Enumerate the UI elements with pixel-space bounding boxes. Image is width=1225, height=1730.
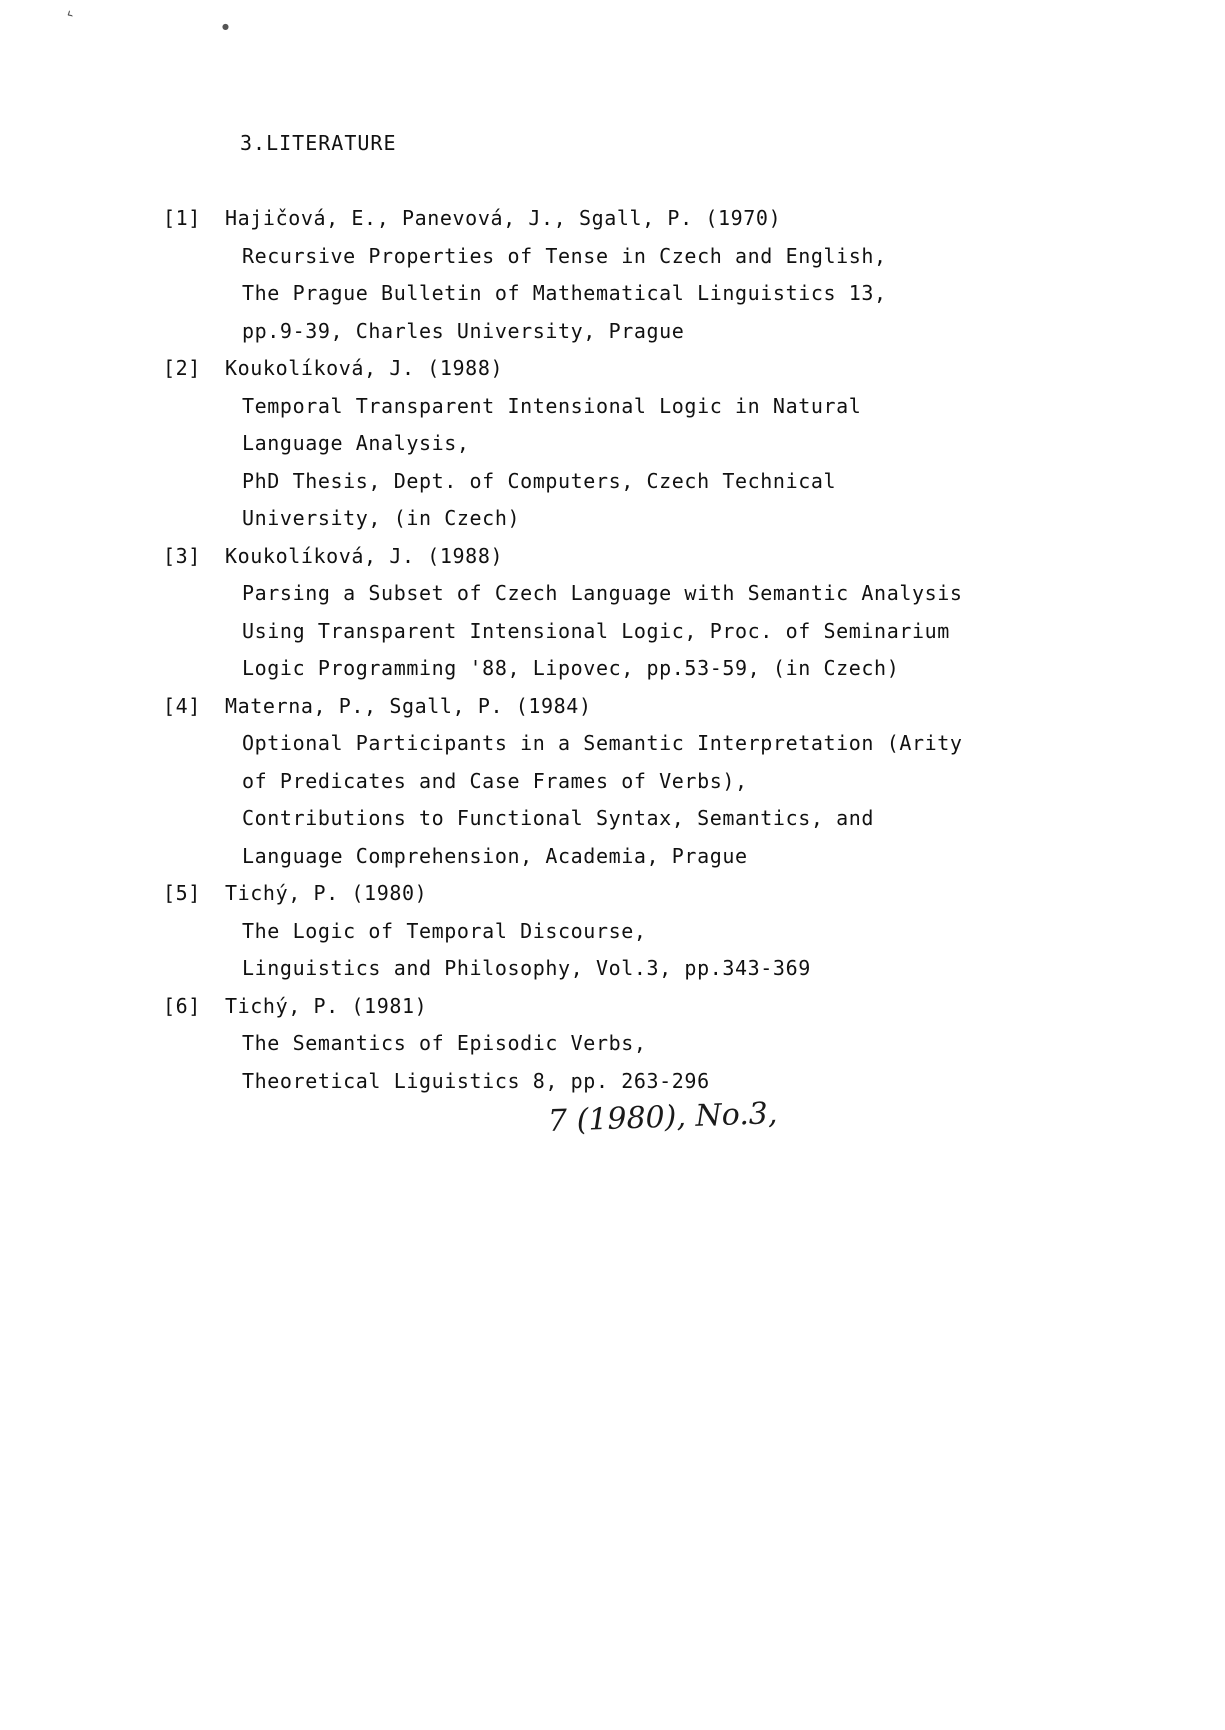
reference-line: Logic Programming '88, Lipovec, pp.53-59, (in Czech) xyxy=(242,656,900,680)
reference-line: Temporal Transparent Intensional Logic in Natural xyxy=(242,393,862,418)
reference-header xyxy=(163,350,1163,388)
reference-line: Using Transparent Intensional Logic, Proc. of Seminarium xyxy=(242,618,950,643)
section-heading: 3.LITERATURE xyxy=(240,131,397,155)
reference-line: The Prague Bulletin of Mathematical Linguistics 13, xyxy=(242,281,887,305)
reference-line: Recursive Properties of Tense in Czech and English, xyxy=(242,243,887,268)
reference-line: Parsing a Subset of Czech Language with Semantic Analysis xyxy=(242,581,963,605)
reference-line: Language Analysis, xyxy=(242,431,470,455)
reference-line: Optional Participants in a Semantic Interpretation (Arity xyxy=(242,731,963,755)
reference-line: Theoretical Liguistics 8, pp. 263-296 xyxy=(242,1068,710,1093)
reference-number: [4] xyxy=(163,693,201,718)
reference-number: [1] xyxy=(163,206,201,230)
reference-line: Contributions to Functional Syntax, Semantics, and xyxy=(242,806,875,830)
reference-authors: Koukolíková, J. (1988) xyxy=(225,356,504,380)
reference-header xyxy=(163,688,1163,726)
reference-authors: Koukolíková, J. (1988) xyxy=(225,543,504,568)
reference-line: Language Comprehension, Academia, Prague xyxy=(242,843,748,868)
reference-header xyxy=(163,538,1163,576)
reference-item xyxy=(163,988,1163,1101)
handwritten-annotation: 7 (1980), No.3, xyxy=(547,1096,778,1139)
reference-authors: Tichý, P. (1981) xyxy=(225,993,428,1018)
reference-authors: Tichý, P. (1980) xyxy=(225,881,428,905)
reference-header xyxy=(163,200,1163,238)
reference-line: Linguistics and Philosophy, Vol.3, pp.343-369 xyxy=(242,956,811,980)
reference-line: PhD Thesis, Dept. of Computers, Czech Technical xyxy=(242,468,837,493)
reference-list xyxy=(163,200,1163,1100)
reference-item xyxy=(163,350,1163,538)
reference-line: The Logic of Temporal Discourse, xyxy=(242,918,647,943)
reference-number: [6] xyxy=(163,993,201,1018)
reference-header xyxy=(163,988,1163,1026)
reference-header xyxy=(163,875,1163,913)
scan-speck: ● xyxy=(222,22,229,31)
reference-item xyxy=(163,875,1163,988)
scan-speck: ‹ xyxy=(61,3,77,24)
reference-authors: Hajičová, E., Panevová, J., Sgall, P. (1970) xyxy=(225,206,782,230)
reference-number: [3] xyxy=(163,543,201,568)
reference-line: University, (in Czech) xyxy=(242,506,521,530)
reference-number: [2] xyxy=(163,356,201,380)
reference-line: pp.9-39, Charles University, Prague xyxy=(242,318,685,343)
reference-number: [5] xyxy=(163,881,201,905)
reference-line: The Semantics of Episodic Verbs, xyxy=(242,1031,647,1055)
reference-item xyxy=(163,538,1163,688)
reference-item xyxy=(163,200,1163,350)
reference-line: of Predicates and Case Frames of Verbs), xyxy=(242,768,748,793)
reference-item xyxy=(163,688,1163,876)
reference-authors: Materna, P., Sgall, P. (1984) xyxy=(225,693,592,718)
